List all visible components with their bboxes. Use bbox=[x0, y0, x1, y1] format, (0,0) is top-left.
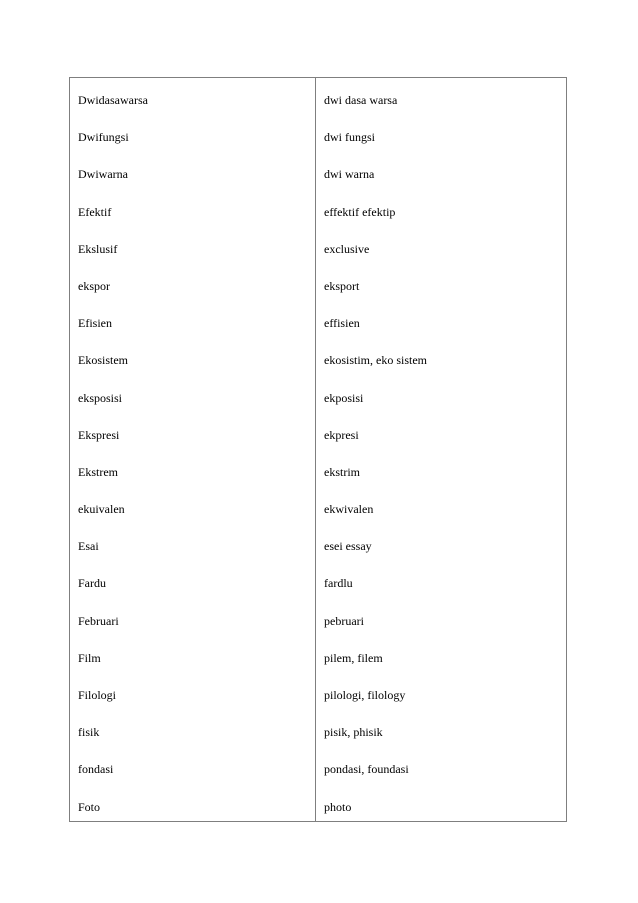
nonstandard-word-cell: effisien bbox=[324, 316, 360, 331]
nonstandard-word-cell: eksport bbox=[324, 278, 360, 293]
standard-word-cell: Esai bbox=[78, 539, 99, 554]
standard-word-cell: Ekstrem bbox=[78, 464, 118, 479]
nonstandard-word-cell: pebruari bbox=[324, 613, 364, 628]
nonstandard-word-cell: photo bbox=[324, 799, 352, 814]
standard-word-cell: Ekslusif bbox=[78, 241, 118, 256]
nonstandard-word-cell: ekposisi bbox=[324, 390, 364, 405]
nonstandard-word-cell: ekstrim bbox=[324, 464, 360, 479]
nonstandard-word-cell: pilologi, filology bbox=[324, 688, 406, 702]
standard-column bbox=[70, 78, 316, 821]
standard-word-cell: Efisien bbox=[78, 316, 112, 331]
nonstandard-word-cell: pilem, filem bbox=[324, 650, 383, 665]
standard-word-cell: Dwidasawarsa bbox=[78, 93, 148, 107]
standard-word-cell: Dwifungsi bbox=[78, 130, 129, 145]
standard-word-cell: ekuivalen bbox=[78, 502, 125, 517]
standard-word-cell: Februari bbox=[78, 613, 119, 628]
nonstandard-word-cell: ekosistim, eko sistem bbox=[324, 353, 427, 368]
nonstandard-word-cell: esei essay bbox=[324, 539, 372, 554]
nonstandard-word-cell: pisik, phisik bbox=[324, 725, 383, 740]
nonstandard-word-cell: fardlu bbox=[324, 576, 353, 591]
standard-word-cell: Filologi bbox=[78, 688, 117, 702]
nonstandard-word-cell: ekpresi bbox=[324, 427, 359, 442]
nonstandard-word-cell: ekwivalen bbox=[324, 502, 374, 517]
standard-word-cell: fondasi bbox=[78, 762, 114, 777]
standard-word-cell: Fardu bbox=[78, 576, 106, 591]
standard-word-cell: eksposisi bbox=[78, 390, 123, 405]
nonstandard-column bbox=[316, 78, 566, 821]
standard-word-cell: Ekspresi bbox=[78, 427, 120, 442]
nonstandard-word-cell: dwi dasa warsa bbox=[324, 93, 398, 107]
standard-word-cell: fisik bbox=[78, 725, 100, 740]
standard-word-cell: ekspor bbox=[78, 278, 110, 293]
nonstandard-word-cell: dwi fungsi bbox=[324, 130, 375, 145]
standard-word-cell: Efektif bbox=[78, 204, 112, 219]
nonstandard-word-cell: effektif efektip bbox=[324, 204, 396, 219]
standard-word-cell: Dwiwarna bbox=[78, 167, 128, 182]
standard-word-cell: Film bbox=[78, 650, 101, 665]
standard-word-cell: Foto bbox=[78, 799, 101, 814]
standard-word-cell: Ekosistem bbox=[78, 353, 128, 368]
word-table bbox=[69, 77, 567, 822]
nonstandard-word-cell: exclusive bbox=[324, 241, 370, 256]
nonstandard-word-cell: pondasi, foundasi bbox=[324, 762, 409, 777]
nonstandard-word-cell: dwi warna bbox=[324, 167, 375, 182]
